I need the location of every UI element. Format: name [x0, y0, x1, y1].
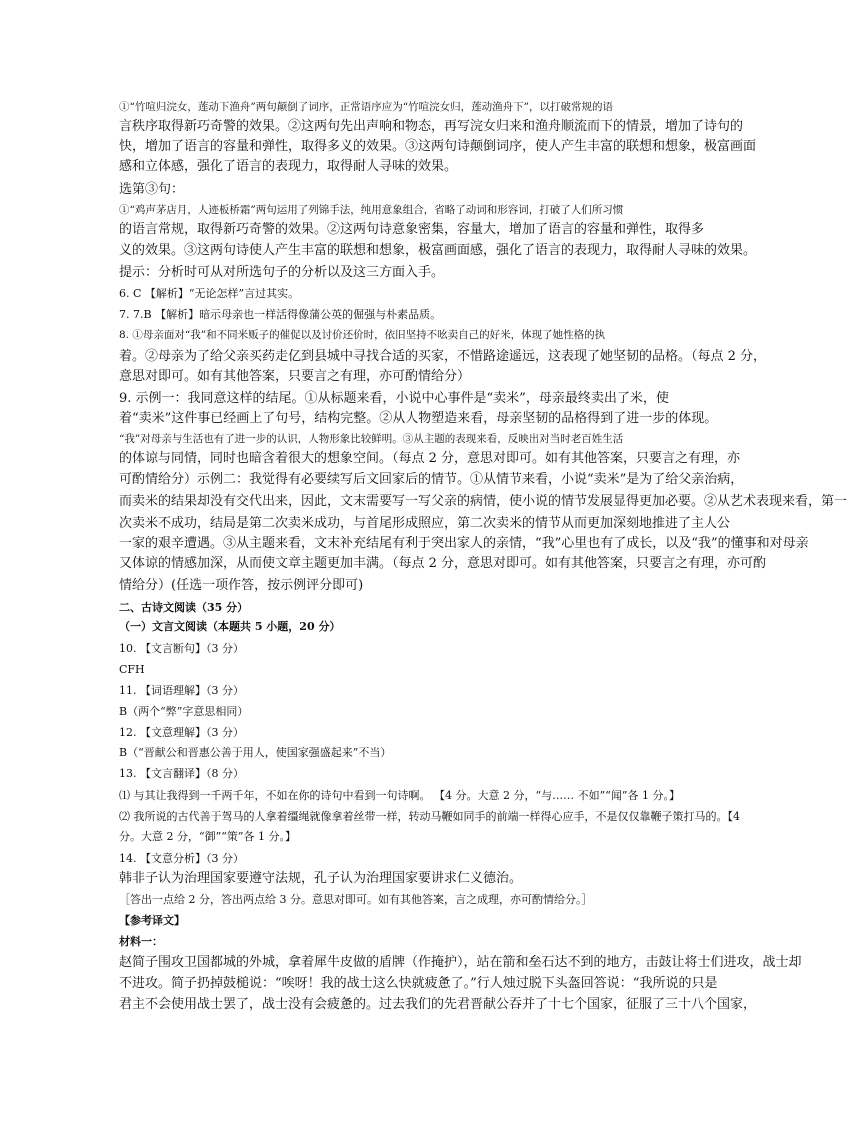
text-line: CFH: [119, 663, 145, 676]
text-line: 8. ①母亲面对“我”和不同米贩子的催促以及讨价还价时，依旧坚持不吆卖自己的好米，体现了她性格的执: [119, 329, 606, 341]
text-line: 韩非子认为治理国家要遵守法规，孔子认为治理国家要讲求仁义德治。: [119, 871, 523, 886]
section-heading: 二、古诗文阅读（35 分）: [119, 601, 249, 614]
text-line: 义的效果。③这两句诗使人产生丰富的联想和想象，极富画面感，强化了语言的表现力，取得耐人寻味的效果。: [119, 243, 757, 258]
text-line: 次卖米不成功，结局是第二次卖米成功，与首尾形成照应，第二次卖米的情节从而更加深刻地推进了主人公: [119, 516, 731, 531]
text-line: 提示：分析时可从对所选句子的分析以及这三方面入手。: [119, 265, 445, 280]
text-line: “我”对母亲与生活也有了进一步的认识，人物形象比较鲜明。③从主题的表现来看，反映出对当时老百姓生活: [119, 433, 624, 445]
text-line: ［答出一点给 2 分，答出两点给 3 分。意思对即可。如有其他答案，言之成理，亦可酌情给分。］: [119, 893, 593, 906]
text-line: 12. 【文意理解】（3 分）: [119, 726, 244, 739]
text-line: 可酌情给分）示例二：我觉得有必要续写后文回家后的情节。①从情节来看，小说“卖米”是为了给父亲治病，: [119, 472, 744, 487]
text-line: 分。大意 2 分，“御”“策”各 1 分。】: [119, 830, 296, 843]
text-line: 7. 7.B 【解析】暗示母亲也一样活得像蒲公英的倔强与朴素品质。: [119, 308, 442, 321]
text-line: 选第③句：: [119, 182, 185, 197]
text-line: 着“卖米”这件事已经画上了句号，结构完整。②从人物塑造来看，母亲坚韧的品格得到了进一步的体现。: [119, 411, 718, 426]
text-line: 感和立体感，强化了语言的表现力，取得耐人寻味的效果。: [119, 159, 458, 174]
text-line: 13. 【文言翻译】（8 分）: [119, 767, 244, 780]
text-line: 快，增加了语言的容量和弹性，取得多义的效果。③这两句诗颠倒词序，使人产生丰富的联想和想象，极富画面: [119, 139, 757, 154]
text-line: 的语言常规，取得新巧奇警的效果。②这两句诗意象密集，容量大，增加了语言的容量和弹性，取得多: [119, 222, 705, 237]
section-heading: （一）文言文阅读（本题共 5 小题，20 分）: [119, 620, 341, 633]
text-line: 言秩序取得新巧奇警的效果。②这两句先出声响和物态，再写浣女归来和渔舟顺流而下的情景，增加了诗句的: [119, 119, 744, 134]
section-heading: 材料一：: [119, 935, 163, 948]
text-line: 而卖米的结果却没有交代出来，因此，文末需要写一写父亲的病情，使小说的情节发展显得更加必要。②从艺术表现来看，第一: [119, 494, 847, 509]
text-line: B（“晋献公和晋惠公善于用人，使国家强盛起来”不当）: [119, 746, 392, 759]
text-line: 10. 【文言断句】（3 分）: [119, 642, 244, 655]
text-line: 9. 示例一：我同意这样的结尾。①从标题来看，小说中心事件是“卖米”，母亲最终卖出了米，使: [119, 391, 669, 406]
text-line: 意思对即可。如有其他答案，只要言之有理，亦可酌情给分）: [119, 369, 471, 384]
text-line: 不进攻。简子扔掉鼓槌说：“唉呀！我的战士这么快就疲惫了。”行人烛过脱下头盔回答说：“我所说的只是: [119, 976, 718, 991]
text-line: 又体谅的情感加深，从而使文章主题更加丰满。（每点 2 分，意思对即可。如有其他答案，只要言之有理，亦可酌: [119, 556, 767, 571]
text-line: 情给分）(任选一项作答，按示例评分即可): [119, 578, 364, 593]
text-line: ⑵ 我所说的古代善于驾马的人拿着缰绳就像拿着丝带一样，转动马鞭如同手的前端一样得心应手，不是仅仅靠鞭子策打马的。【4: [119, 810, 740, 823]
text-line: 11. 【词语理解】（3 分）: [119, 684, 244, 697]
text-line: ⑴ 与其让我得到一千两千年，不如在你的诗句中看到一句诗啊。 【4 分。大意 2 分，“与…… 不如”“闻”各 1 分。】: [119, 789, 680, 802]
text-line: 君主不会使用战士罢了，战士没有会疲惫的。过去我们的先君晋献公吞并了十七个国家，征服了三十八个国家，: [119, 997, 757, 1012]
text-line: 6. C 【解析】“无论怎样”言过其实。: [119, 287, 300, 300]
text-line: ①“鸡声茅店月，人迹板桥霜”两句运用了列锦手法，纯用意象组合，省略了动词和形容词，打破了人们所习惯: [119, 204, 624, 216]
text-line: ①“竹喧归浣女，莲动下渔舟”两句颠倒了词序，正常语序应为“竹喧浣女归，莲动渔舟下”，以打破常规的语: [119, 101, 613, 113]
text-line: 着。②母亲为了给父亲买药走亿到县城中寻找合适的买家，不惜路途遥远，这表现了她坚韧的品格。（每点 2 分，: [119, 349, 767, 364]
text-line: 的体谅与同情，同时也暗含着很大的想象空间。（每点 2 分，意思对即可。如有其他答案，只要言之有理，亦: [119, 451, 741, 466]
section-heading: 【参考译文】: [119, 914, 185, 927]
text-line: 赵简子围攻卫国都城的外城，拿着犀牛皮做的盾牌（作掩护），站在箭和垒石达不到的地方，击鼓让将士们进攻，战士却: [119, 955, 802, 970]
text-line: 一家的艰辛遭遇。③从主题来看，文末补充结尾有利于突出家人的亲情，“我”心里也有了成长，以及“我”的懂事和对母亲: [119, 536, 809, 551]
text-line: B（两个“弊”字意思相同）: [119, 705, 249, 718]
text-line: 14. 【文意分析】（3 分）: [119, 852, 244, 865]
